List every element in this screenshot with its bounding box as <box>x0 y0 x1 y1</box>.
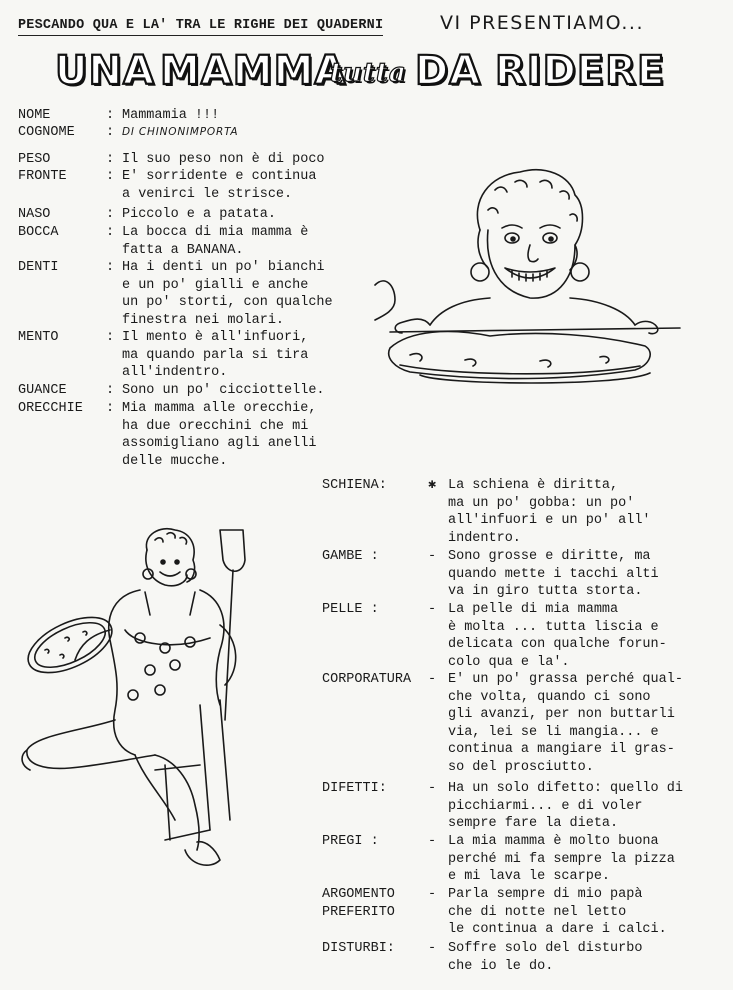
mom-with-pizza-illustration <box>15 520 315 880</box>
title-word-1: UNA <box>55 48 155 94</box>
title-word-2: MAMMA <box>160 48 347 94</box>
handwritten-header: VI PRESENTIAMO... <box>440 12 644 34</box>
section-label: PESCANDO QUA E LA' TRA LE RIGHE DEI QUADERNI <box>18 18 383 33</box>
title-word-5: RIDERE <box>495 48 666 94</box>
page-title <box>55 48 675 104</box>
mom-face-sandwich-illustration <box>370 160 690 395</box>
title-word-4: DA <box>415 48 482 94</box>
document-page: PESCANDO QUA E LA' TRA LE RIGHE DEI QUADERNI VI PRESENTIAMO... UNA MAMMA tutta DA RIDERE NOME : Mammamia !!! COGNOME : DI CHINONIMPORTA PESO : Il suo peso non è di poco FRONTE : E' sorridente e continua a venirci le strisce. NASO : Piccolo e a patata. BOCCA : La bocca di mia mamma è fatta a BANANA. DENTI : Ha i denti un po' bianchi e un po' gialli e anche un po' storti, con qualche finestra nei molari. MENTO : Il mento è all'infuori, ma quando parla si tira all'indentro. GUANCE : Sono un po' cicciottelle. ORECCHIE : Mia mamma alle orecchie, ha due orecchini che mi assomigliano agli anelli delle mucche. SCHIENA: ✱ La schiena è diritta, ma un po' gobba: un po' all'infuori e un po' all' indentro. GAMBE : - Sono grosse e diritte, ma quando mette i tacchi alti va in giro tutta storta. PELLE : - La pelle di mia mamma è molta ... tutta liscia e delicata con qualche forun- colo qua e la'. CORPORATURA - E' un po' grassa perché qual- che volta, quando ci sono gli avanzi, per non buttarli via, lei se li mangia... e continua a mangiare il gras- so del prosciutto. DIFETTI: - Ha un solo difetto: quello di picchiarmi... e di voler sempre fare la dieta. PREGI : - La mia mamma è molto buona perché mi fa sempre la pizza e mi lava le scarpe. ARGOMENTO PREFERITO - Parla sempre di mio papà che di notte nel letto le continua a dare i calci. DISTURBI: - Soffre solo del disturbo che io le do. <box>0 0 733 990</box>
star-bullet-icon: ✱ <box>428 478 437 493</box>
title-word-3: tutta <box>330 58 407 88</box>
